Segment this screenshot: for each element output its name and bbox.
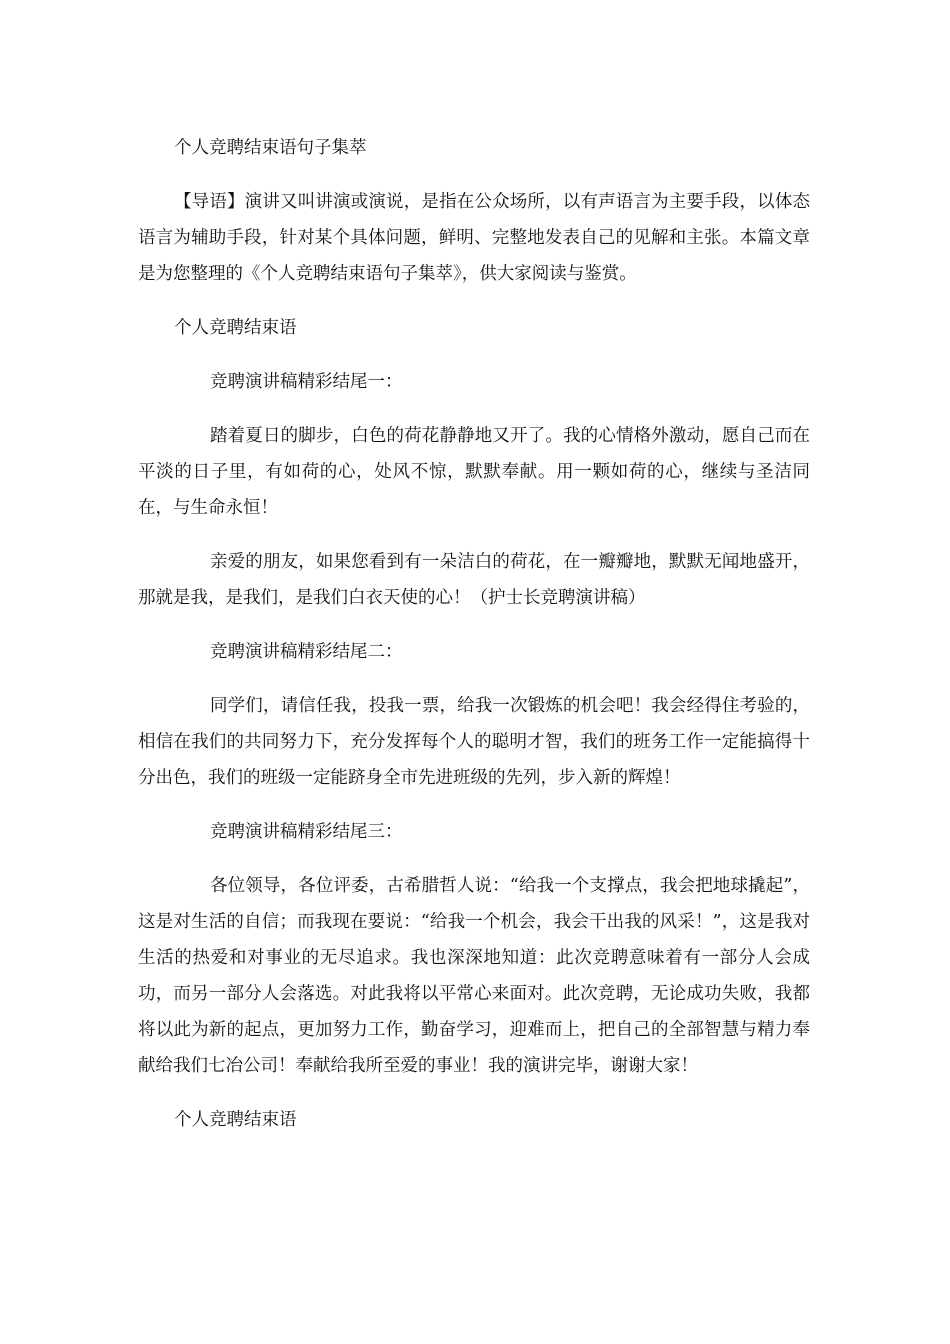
document-title: 个人竞聘结束语句子集萃 bbox=[174, 138, 367, 158]
paragraph-ending-1a: 踏着夏日的脚步，白色的荷花静静地又开了。我的心情格外激动，愿自己而在平淡的日子里，有如荷的心，处风不惊，默默奉献。用一颗如荷的心，继续与圣洁同在，与生命永恒！ bbox=[138, 426, 810, 518]
paragraph-ending-2: 同学们，请信任我，投我一票，给我一次锻炼的机会吧！我会经得住考验的，相信在我们的共同努力下，充分发挥每个人的聪明才智，我们的班务工作一定能搞得十分出色，我们的班级一定能跻身全市先进班级的先列，步入新的辉煌！ bbox=[138, 696, 810, 788]
spacer bbox=[138, 616, 810, 634]
spacer bbox=[138, 796, 810, 814]
spacer bbox=[138, 346, 810, 364]
spacer bbox=[138, 1084, 810, 1102]
paragraph-ending-1b: 亲爱的朋友，如果您看到有一朵洁白的荷花，在一瓣瓣地，默默无闻地盛开，那就是我，是我们，是我们白衣天使的心！（护士长竞聘演讲稿） bbox=[138, 552, 810, 608]
spacer bbox=[138, 526, 810, 544]
subheading-ending-1: 竞聘演讲稿精彩结尾一： bbox=[210, 372, 403, 392]
section-heading-2: 个人竞聘结束语 bbox=[174, 1110, 297, 1130]
paragraph-ending-3: 各位领导，各位评委，古希腊哲人说：“给我一个支撑点，我会把地球撬起”，这是对生活的自信；而我现在要说：“给我一个机会，我会干出我的风采！”，这是我对生活的热爱和对事业的无尽追求。我也深深地知道：此次竞聘意味着有一部分人会成功，而另一部分人会落选。对此我将以平常心来面对。此次竞聘，无论成功失败，我都将以此为新的起点，更加努力工作，勤奋学习，迎难而上，把自己的全部智慧与精力奉献给我们七冶公司！奉献给我所至爱的事业！我的演讲完毕，谢谢大家！ bbox=[138, 876, 810, 1076]
subheading-ending-2: 竞聘演讲稿精彩结尾二： bbox=[210, 642, 403, 662]
intro-paragraph: 【导语】演讲又叫讲演或演说，是指在公众场所，以有声语言为主要手段，以体态语言为辅助手段，针对某个具体问题，鲜明、完整地发表自己的见解和主张。本篇文章是为您整理的《个人竞聘结束语句子集萃》，供大家阅读与鉴赏。 bbox=[138, 192, 810, 284]
spacer bbox=[138, 292, 810, 310]
subheading-ending-3: 竞聘演讲稿精彩结尾三： bbox=[210, 822, 403, 842]
document-page bbox=[138, 130, 810, 1138]
section-heading: 个人竞聘结束语 bbox=[174, 318, 297, 338]
spacer bbox=[138, 166, 810, 184]
spacer bbox=[138, 670, 810, 688]
spacer bbox=[138, 850, 810, 868]
spacer bbox=[138, 400, 810, 418]
